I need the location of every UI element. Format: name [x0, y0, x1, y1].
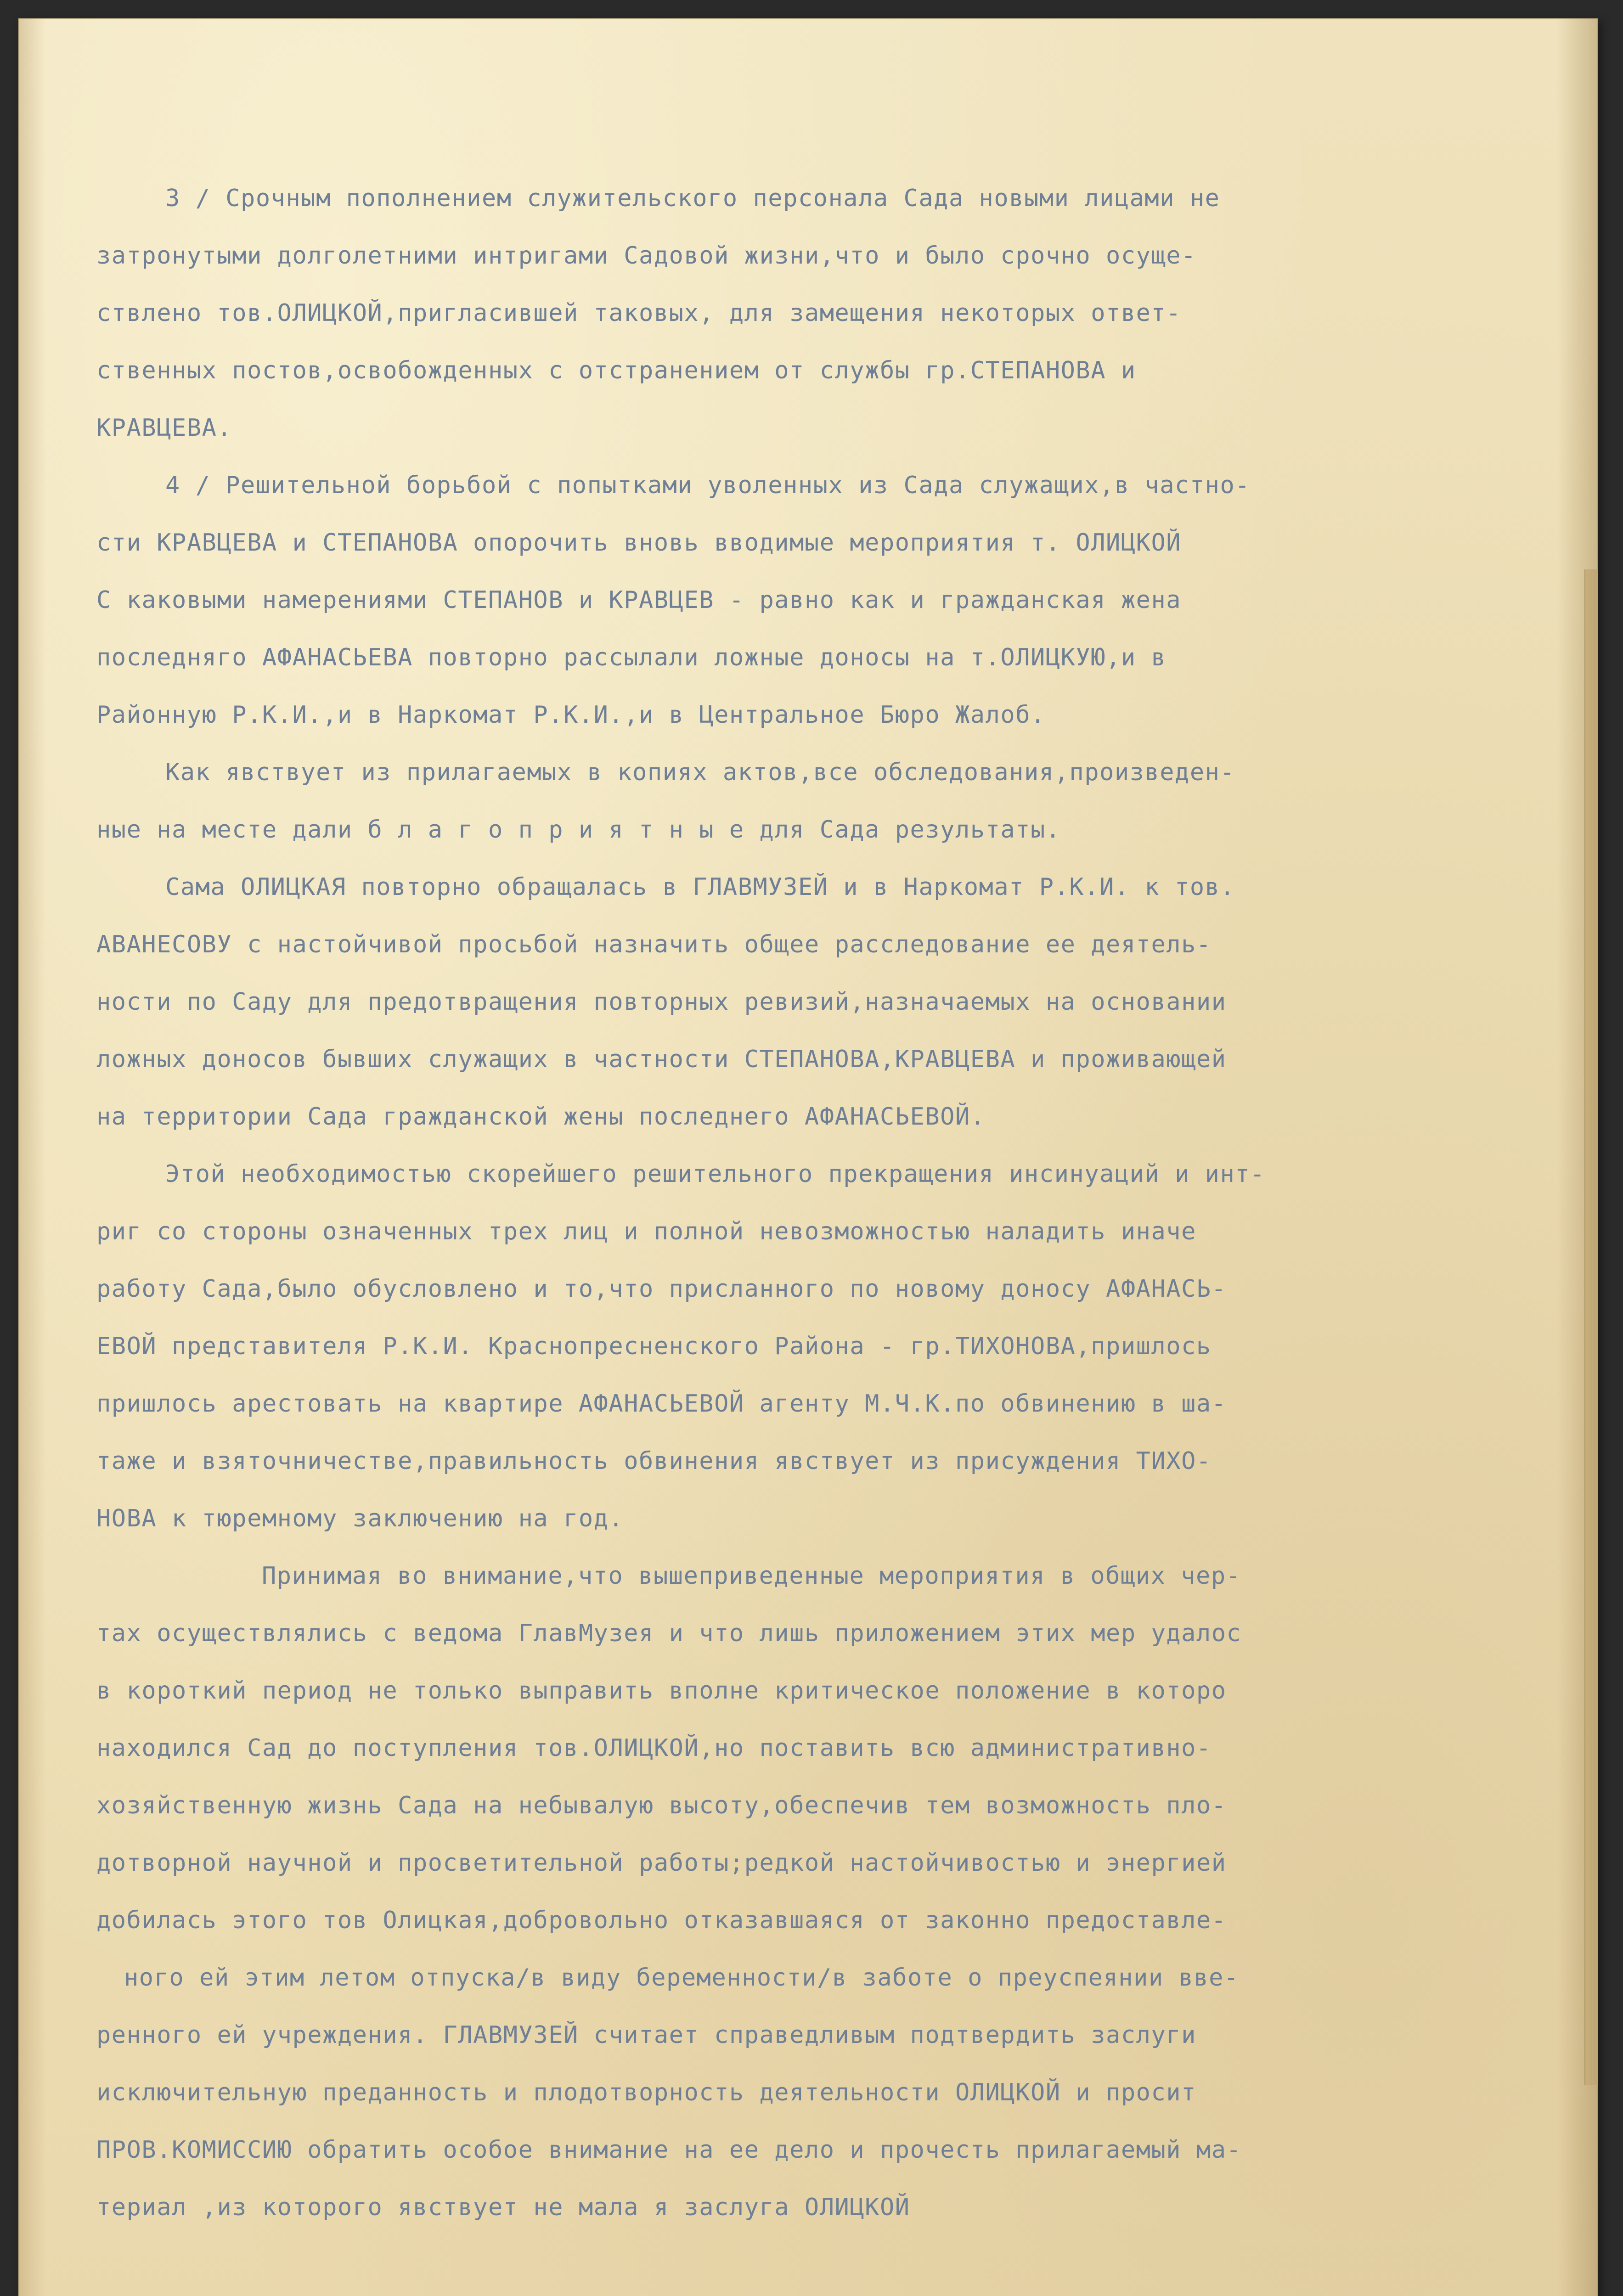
- text-line: работу Сада,было обусловлено и то,что присланного по новому доносу АФАНАСЬ-: [96, 1275, 1227, 1303]
- text-line: 4 / Решительной борьбой с попытками уволенных из Сада служащих,в частно-: [165, 472, 1251, 499]
- text-line: ренного ей учреждения. ГЛАВМУЗЕЙ считает справедливым подтвердить заслуги: [96, 2021, 1196, 2049]
- text-line: ности по Саду для предотвращения повторных ревизий,назначаемых на основании: [96, 988, 1227, 1016]
- page-edge: [1584, 569, 1598, 2085]
- text-line: С каковыми намерениями СТЕПАНОВ и КРАВЦЕВ - равно как и гражданская жена: [96, 586, 1182, 614]
- text-line: тах осуществлялись с ведома ГлавМузея и что лишь приложением этих мер удалос: [96, 1620, 1242, 1647]
- text-line: Сама ОЛИЦКАЯ повторно обращалась в ГЛАВМУЗЕЙ и в Наркомат Р.К.И. к тов.: [165, 873, 1235, 901]
- text-line: исключительную преданность и плодотворность деятельности ОЛИЦКОЙ и просит: [96, 2079, 1196, 2106]
- text-line: на территории Сада гражданской жены последнего АФАНАСЬЕВОЙ.: [96, 1103, 986, 1131]
- text-line: Районную Р.К.И.,и в Наркомат Р.К.И.,и в Центральное Бюро Жалоб.: [96, 701, 1046, 729]
- text-line: ПРОВ.КОМИССИЮ обратить особое внимание на ее дело и прочесть прилагаемый ма-: [96, 2136, 1242, 2164]
- text-line: находился Сад до поступления тов.ОЛИЦКОЙ,но поставить всю административно-: [96, 1734, 1212, 1762]
- text-line: затронутыми долголетними интригами Садовой жизни,что и было срочно осуще-: [96, 242, 1196, 270]
- text-line: КРАВЦЕВА.: [96, 414, 232, 442]
- text-line: в короткий период не только выправить вполне критическое положение в которо: [96, 1677, 1227, 1705]
- text-line: ствлено тов.ОЛИЦКОЙ,пригласившей таковых, для замещения некоторых ответ-: [96, 299, 1182, 327]
- text-line: териал ,из которого явствует не мала я заслуга ОЛИЦКОЙ: [96, 2194, 910, 2221]
- text-line: ные на месте дали б л а г о п р и я т н ы е для Сада результаты.: [96, 816, 1061, 844]
- text-line: ного ей этим летом отпуска/в виду беременности/в заботе о преуспеянии вве-: [124, 1964, 1239, 1992]
- text-line: добилась этого тов Олицкая,добровольно отказавшаяся от законно предоставле-: [96, 1907, 1227, 1934]
- text-line: ственных постов,освобожденных с отстранением от службы гр.СТЕПАНОВА и: [96, 357, 1136, 384]
- text-line: АВАНЕСОВУ с настойчивой просьбой назначить общее расследование ее деятель-: [96, 931, 1212, 958]
- text-line: пришлось арестовать на квартире АФАНАСЬЕВОЙ агенту М.Ч.К.по обвинению в ша-: [96, 1390, 1227, 1418]
- text-line: последняго АФАНАСЬЕВА повторно рассылали ложные доносы на т.ОЛИЦКУЮ,и в: [96, 644, 1167, 671]
- text-line: дотворной научной и просветительной работы;редкой настойчивостью и энергией: [96, 1849, 1227, 1877]
- text-line: ЕВОЙ представителя Р.К.И. Краснопресненского Района - гр.ТИХОНОВА,пришлось: [96, 1333, 1212, 1360]
- text-line: хозяйственную жизнь Сада на небывалую высоту,обеспечив тем возможность пло-: [96, 1792, 1227, 1819]
- text-line: Этой необходимостью скорейшего решительного прекращения инсинуаций и инт-: [165, 1160, 1265, 1188]
- text-line: Как явствует из прилагаемых в копиях актов,все обследования,произведен-: [165, 759, 1235, 786]
- text-line: таже и взяточничестве,правильность обвинения явствует из присуждения ТИХО-: [96, 1447, 1212, 1475]
- text-line: 3 / Срочным пополнением служительского персонала Сада новыми лицами не: [165, 185, 1220, 212]
- text-line: ложных доносов бывших служащих в частности СТЕПАНОВА,КРАВЦЕВА и проживающей: [96, 1046, 1227, 1073]
- text-line: НОВА к тюремному заключению на год.: [96, 1505, 624, 1532]
- text-line: риг со стороны означенных трех лиц и полной невозможностью наладить иначе: [96, 1218, 1196, 1245]
- text-line: Принимая во внимание,что вышеприведенные мероприятия в общих чер-: [262, 1562, 1241, 1590]
- document-page: [18, 18, 1598, 2296]
- text-line: сти КРАВЦЕВА и СТЕПАНОВА опорочить вновь вводимые мероприятия т. ОЛИЦКОЙ: [96, 529, 1182, 557]
- typewritten-text: [96, 170, 1557, 2236]
